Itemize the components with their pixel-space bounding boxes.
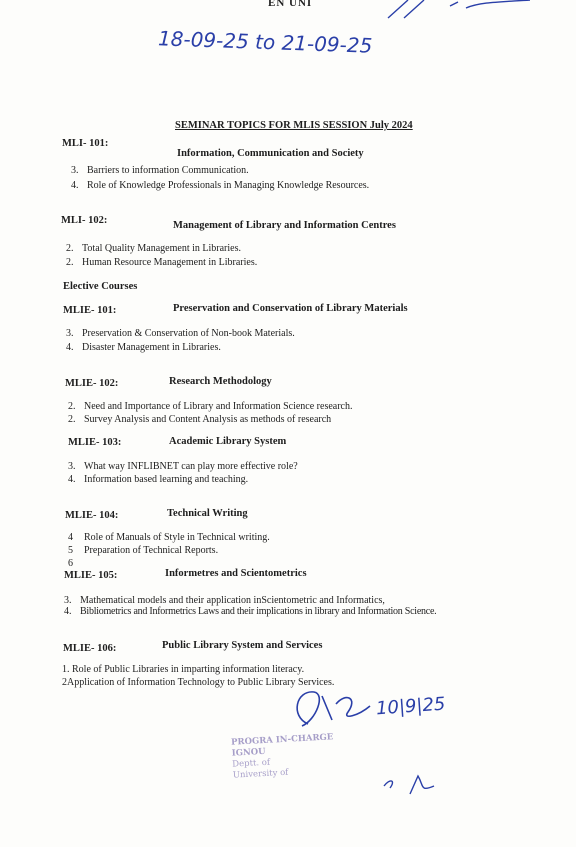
list-item: 4 Role of Manuals of Style in Technical writing. [68, 532, 270, 543]
handwritten-dates: 18-09-25 to 21-09-25 [157, 26, 373, 58]
section-heading: Technical Writing [167, 508, 248, 519]
list-item: 3. Barriers to information Communication. [71, 165, 249, 176]
document-title: SEMINAR TOPICS FOR MLIS SESSION July 2024 [175, 120, 413, 131]
section-heading: Information, Communication and Society [177, 148, 364, 159]
list-item: 2Application of Information Technology to Public Library Services. [62, 677, 335, 688]
list-item: 6 [68, 558, 73, 569]
section-heading: Informetres and Scientometrics [165, 568, 307, 579]
handwritten-signature [288, 686, 378, 736]
list-item: 3. What way INFLIBNET can play more effective role? [68, 461, 298, 472]
list-item: 3. Mathematical models and their application inScientometric and Informatics, [64, 595, 385, 606]
list-item: 2. Human Resource Management in Libraries. [66, 257, 258, 268]
list-item: 1. Role of Public Libraries in imparting information literacy. [62, 664, 305, 675]
section-heading: Research Methodology [169, 376, 272, 387]
list-item: 5 Preparation of Technical Reports. [68, 545, 219, 556]
list-item: 3. Preservation & Conservation of Non-book Materials. [66, 328, 295, 339]
section-code: MLIE- 101: [63, 305, 117, 316]
section-code: MLIE- 106: [63, 643, 117, 654]
section-code: MLI- 102: [61, 215, 108, 226]
section-code: MLIE- 105: [64, 570, 118, 581]
handwritten-scribble-top [380, 0, 576, 20]
section-code: MLIE- 103: [68, 437, 122, 448]
list-item: 4. Information based learning and teaching. [68, 474, 249, 485]
office-stamp: PROGRA IN-CHARGE IGNOU Deptt. of University of [230, 732, 334, 781]
list-item: 2. Need and Importance of Library and Information Science research. [68, 401, 353, 412]
section-heading: Public Library System and Services [162, 640, 323, 651]
list-item: 4. Bibliometrics and Informetrics Laws and their implications in library and Information Science. [64, 606, 437, 617]
list-item: 2. Total Quality Management in Libraries. [66, 243, 241, 254]
section-heading: Preservation and Conservation of Library Materials [173, 303, 408, 314]
handwritten-initials [380, 772, 440, 798]
list-item: 4. Disaster Management in Libraries. [66, 342, 221, 353]
elective-label: Elective Courses [63, 281, 138, 292]
list-item: 4. Role of Knowledge Professionals in Managing Knowledge Resources. [71, 180, 370, 191]
header-scan-fragment: EN UNI [268, 0, 313, 9]
section-code: MLIE- 102: [65, 378, 119, 389]
section-code: MLI- 101: [62, 138, 109, 149]
list-item: 2. Survey Analysis and Content Analysis as methods of research [68, 414, 332, 425]
section-code: MLIE- 104: [65, 510, 119, 521]
handwritten-signature-date: 10|9|25 [375, 693, 447, 720]
section-heading: Academic Library System [169, 436, 287, 447]
section-heading: Management of Library and Information Centres [173, 220, 396, 231]
